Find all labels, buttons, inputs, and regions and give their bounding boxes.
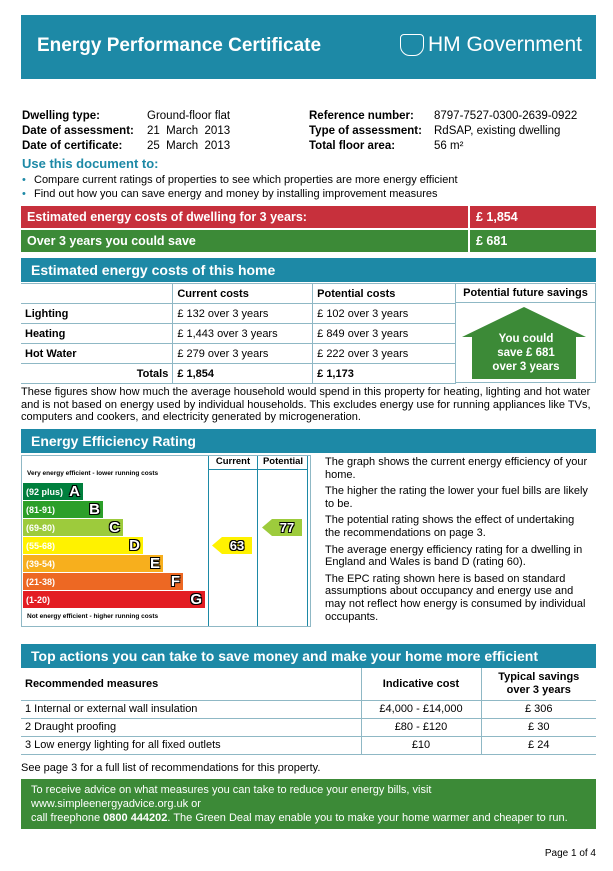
actions-section-title: Top actions you can take to save money and make your home more efficient xyxy=(31,648,538,664)
efficiency-paragraph: The EPC rating shown here is based on standard assumptions about occupancy and energy use and may not reflect how energy is consumed by individual occupants. xyxy=(325,572,586,623)
rating-bands xyxy=(23,483,205,609)
efficiency-section-header xyxy=(21,429,596,453)
rating-band-range: (81-91) xyxy=(26,504,56,515)
savings-arrow-line: over 3 years xyxy=(492,361,560,373)
table-cell: £ 306 xyxy=(481,700,596,718)
column-header-line: over 3 years xyxy=(506,683,571,696)
efficiency-explanation xyxy=(325,456,590,623)
table-row xyxy=(21,700,596,718)
efficiency-paragraph: The graph shows the current energy efficiency of your home. xyxy=(325,456,588,481)
assessment-date-label: Date of assessment: xyxy=(22,125,134,137)
list-item xyxy=(20,188,458,202)
estimated-cost-label: Estimated energy costs of dwelling for 3 years: xyxy=(27,210,307,224)
rating-band-range: (39-54) xyxy=(26,558,56,569)
rating-band-letter: F xyxy=(170,573,180,590)
advice-box xyxy=(21,779,596,829)
certificate-date-label: Date of certificate: xyxy=(22,140,123,152)
rating-band-letter: E xyxy=(149,555,160,572)
table-cell: £10 xyxy=(361,736,481,754)
row-label: Hot Water xyxy=(21,344,173,364)
efficiency-paragraph: The potential rating shows the effect of undertaking the recommendations on page 3. xyxy=(325,514,575,539)
table-cell: £ 1,443 over 3 years xyxy=(173,324,313,344)
table-cell: £4,000 - £14,000 xyxy=(361,700,481,718)
potential-header: Potential xyxy=(258,456,308,470)
estimated-cost-value-band xyxy=(470,206,596,228)
actions-section-header xyxy=(21,644,596,668)
assessment-type-label: Type of assessment: xyxy=(309,125,422,137)
future-savings-cell xyxy=(456,303,596,383)
table-header-row xyxy=(21,284,456,304)
efficiency-chart xyxy=(21,455,311,627)
floor-area: 56 m² xyxy=(434,140,464,152)
list-item xyxy=(20,174,458,188)
table-row xyxy=(21,718,596,736)
efficiency-paragraph: The average energy efficiency rating for a dwelling in England and Wales is band D (rating 60). xyxy=(325,543,583,569)
advice-text: call freephone xyxy=(31,812,104,824)
advice-text: . The Green Deal may enable you to make your home warmer and cheaper to run. xyxy=(167,812,568,824)
future-savings-header: Potential future savings xyxy=(456,283,596,303)
page-title: Energy Performance Certificate xyxy=(37,35,322,56)
total-current: £ 1,854 xyxy=(173,364,313,384)
rating-band-letter: G xyxy=(190,591,202,608)
advice-line: To receive advice on what measures you can take to reduce your energy bills, visit www.simpleenergyadvice.org.uk or xyxy=(31,784,432,810)
total-potential: £ 1,173 xyxy=(313,364,456,384)
see-page-note: See page 3 for a full list of recommendations for this property. xyxy=(21,762,321,774)
savings-value-band xyxy=(470,230,596,252)
potential-column xyxy=(258,456,308,626)
rating-band-range: (55-68) xyxy=(26,540,56,551)
costs-note: These figures show how much the average household would spend in this property for heating, lighting and hot water and is not based on energy used by individual households. This excludes energy use for running appliances like TVs, computers and cookers, and electricity generated by microgeneration. xyxy=(21,386,591,424)
assessment-type: RdSAP, existing dwelling xyxy=(434,125,561,137)
row-label: Heating xyxy=(21,324,173,344)
rating-band-f xyxy=(23,573,183,590)
page-number: Page 1 of 4 xyxy=(544,848,596,859)
freephone-number: 0800 444202 xyxy=(103,812,168,824)
table-row-totals xyxy=(21,364,456,384)
reference-number: 8797-7527-0300-2639-0922 xyxy=(434,110,578,122)
table-cell: 2 Draught proofing xyxy=(21,718,361,736)
table-cell: £ 222 over 3 years xyxy=(313,344,456,364)
table-cell: £ 132 over 3 years xyxy=(173,304,313,324)
table-cell: £ 279 over 3 years xyxy=(173,344,313,364)
savings-arrow-line: You could xyxy=(498,333,554,345)
hm-government-label: HM Government xyxy=(427,33,582,56)
potential-rating-value: 77 xyxy=(279,520,295,535)
reference-label: Reference number: xyxy=(309,110,414,122)
savings-band xyxy=(21,230,468,252)
use-document-heading: Use this document to: xyxy=(22,156,159,171)
savings-value: £ 681 xyxy=(476,234,508,248)
rating-band-letter: C xyxy=(109,519,120,536)
rating-band-letter: D xyxy=(129,537,140,554)
floor-area-label: Total floor area: xyxy=(309,140,396,152)
bullet-icon: • xyxy=(22,187,26,200)
savings-label: Over 3 years you could save xyxy=(27,234,196,248)
table-cell: £ 24 xyxy=(481,736,596,754)
column-header xyxy=(21,284,173,304)
table-row xyxy=(21,736,596,754)
savings-arrow-line: save £ 681 xyxy=(497,347,555,359)
dwelling-details xyxy=(22,109,230,154)
estimated-cost-value: £ 1,854 xyxy=(476,210,518,224)
potential-rating-arrow xyxy=(262,519,302,536)
rating-band-range: (69-80) xyxy=(26,522,56,533)
rating-band-letter: A xyxy=(69,483,80,500)
crest-icon xyxy=(400,34,424,56)
savings-arrow-text xyxy=(456,332,596,374)
table-cell: 1 Internal or external wall insulation xyxy=(21,700,361,718)
bullet-text: Compare current ratings of properties to see which properties are more energy efficient xyxy=(34,174,458,186)
column-header xyxy=(481,668,596,700)
header-banner xyxy=(21,15,596,79)
estimated-cost-band xyxy=(21,206,468,228)
table-row xyxy=(21,324,456,344)
table-cell: £ 849 over 3 years xyxy=(313,324,456,344)
rating-band-a xyxy=(23,483,83,500)
rating-band-range: (92 plus) xyxy=(26,486,64,497)
dwelling-type: Ground-floor flat xyxy=(147,110,231,122)
rating-band-c xyxy=(23,519,123,536)
current-rating-arrow xyxy=(212,537,252,554)
column-header-line: Typical savings xyxy=(498,670,580,683)
column-header: Current costs xyxy=(173,284,313,304)
rating-band-letter: B xyxy=(89,501,100,518)
rating-band-range: (1-20) xyxy=(26,594,51,605)
column-header: Recommended measures xyxy=(21,668,361,700)
totals-label: Totals xyxy=(21,364,173,384)
assessment-date: 21 March 2013 xyxy=(147,125,231,137)
column-header: Indicative cost xyxy=(361,668,481,700)
actions-table xyxy=(21,668,596,755)
table-cell: 3 Low energy lighting for all fixed outlets xyxy=(21,736,361,754)
rating-band-g xyxy=(23,591,205,608)
table-cell: £80 - £120 xyxy=(361,718,481,736)
table-cell: £ 30 xyxy=(481,718,596,736)
costs-table xyxy=(21,283,456,384)
table-row xyxy=(21,344,456,364)
column-header: Potential costs xyxy=(313,284,456,304)
row-label: Lighting xyxy=(21,304,173,324)
hm-government-logo xyxy=(400,33,582,57)
top-note: Very energy efficient - lower running costs xyxy=(27,470,159,477)
current-header: Current xyxy=(208,456,258,470)
use-document-list xyxy=(20,174,458,201)
bullet-icon: • xyxy=(22,174,26,186)
table-cell: £ 102 over 3 years xyxy=(313,304,456,324)
bullet-text: Find out how you can save energy and money by installing improvement measures xyxy=(34,187,438,200)
advice-line xyxy=(31,811,586,825)
rating-band-e xyxy=(23,555,163,572)
table-row xyxy=(21,304,456,324)
rating-band-range: (21-38) xyxy=(26,576,56,587)
rating-band-b xyxy=(23,501,103,518)
costs-section-title: Estimated energy costs of this home xyxy=(31,262,276,278)
certificate-details xyxy=(309,109,577,154)
current-rating-value: 63 xyxy=(229,538,245,553)
costs-section-header xyxy=(21,258,596,282)
table-header-row xyxy=(21,668,596,700)
certificate-date: 25 March 2013 xyxy=(147,140,231,152)
rating-band-d xyxy=(23,537,143,554)
efficiency-paragraph: The higher the rating the lower your fuel bills are likely to be. xyxy=(325,485,588,510)
efficiency-section-title: Energy Efficiency Rating xyxy=(31,433,196,449)
bottom-note: Not energy efficient - higher running costs xyxy=(27,613,159,620)
dwelling-type-label: Dwelling type: xyxy=(22,110,100,122)
